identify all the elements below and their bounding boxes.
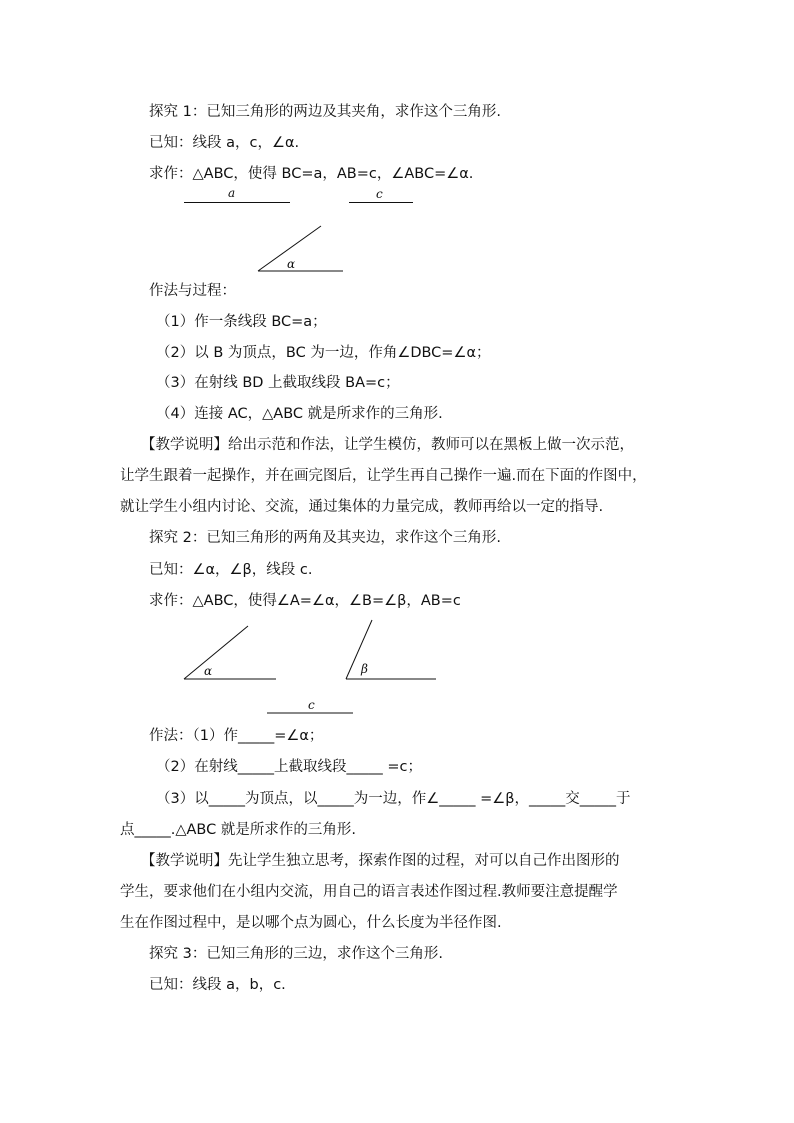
angle-beta-label: β xyxy=(361,662,368,676)
teaching-note-2-line-3: 生在作图过程中，是以哪个点为圆心，什么长度为半径作图. xyxy=(120,915,502,931)
explore1-step-4: （4）连接 AC，△ABC 就是所求作的三角形. xyxy=(156,406,443,422)
teaching-note-2-line-1: 【教学说明】先让学生独立思考，探索作图的过程，对可以自己作出图形的 xyxy=(141,853,620,869)
angle-alpha-2-label: α xyxy=(204,664,213,678)
explore2-given: 已知：∠α，∠β，线段 c. xyxy=(149,562,313,578)
teaching-note-1-line-3: 就让学生小组内讨论、交流，通过集体的力量完成，教师再给以一定的指导. xyxy=(120,499,604,515)
explore3-title: 探究 3：已知三角形的三边，求作这个三角形. xyxy=(149,946,443,962)
teaching-note-1-line-1: 【教学说明】给出示范和作法，让学生模仿，教师可以在黑板上做一次示范， xyxy=(141,437,634,453)
angle-alpha-label: α xyxy=(287,257,296,271)
teaching-note-2-line-2: 学生，要求他们在小组内交流，用自己的语言表述作图过程.教师要注意提醒学 xyxy=(120,884,618,900)
teaching-note-1-line-2: 让学生跟着一起操作，并在画完图后，让学生再自己操作一遍.而在下面的作图中， xyxy=(120,468,647,484)
explore3-given: 已知：线段 a，b，c. xyxy=(149,977,286,993)
explore2-method-line-2: （2）在射线_____上截取线段_____ =c； xyxy=(156,759,422,775)
angle-alpha-2-side-ray xyxy=(184,626,248,679)
explore2-method-line-1: 作法：（1）作_____=∠α； xyxy=(149,728,324,744)
explore1-method-heading: 作法与过程： xyxy=(149,283,236,299)
explore1-step-2: （2）以 B 为顶点，BC 为一边，作角∠DBC=∠α； xyxy=(156,345,491,361)
explore2-method-line-3: （3）以_____为顶点，以_____为一边，作∠_____ =∠β，_____交_____于 xyxy=(156,791,631,807)
explore1-title: 探究 1：已知三角形的两边及其夹角，求作这个三角形. xyxy=(149,104,501,120)
segment-c-label: c xyxy=(376,187,383,201)
explore1-step-1: （1）作一条线段 BC=a； xyxy=(156,314,327,330)
angle-beta-side-ray xyxy=(346,620,372,679)
segment-c-2-label: c xyxy=(308,698,315,712)
explore2-construct: 求作：△ABC，使得∠A=∠α，∠B=∠β，AB=c xyxy=(149,593,461,609)
explore2-title: 探究 2：已知三角形的两角及其夹边，求作这个三角形. xyxy=(149,530,501,546)
segment-a-label: a xyxy=(228,186,236,200)
explore2-method-line-4: 点_____.△ABC 就是所求作的三角形. xyxy=(120,822,356,838)
explore1-step-3: （3）在射线 BD 上截取线段 BA=c； xyxy=(156,375,400,391)
explore1-given: 已知：线段 a，c，∠α. xyxy=(149,135,300,151)
explore1-construct: 求作：△ABC，使得 BC=a，AB=c，∠ABC=∠α. xyxy=(149,166,474,182)
